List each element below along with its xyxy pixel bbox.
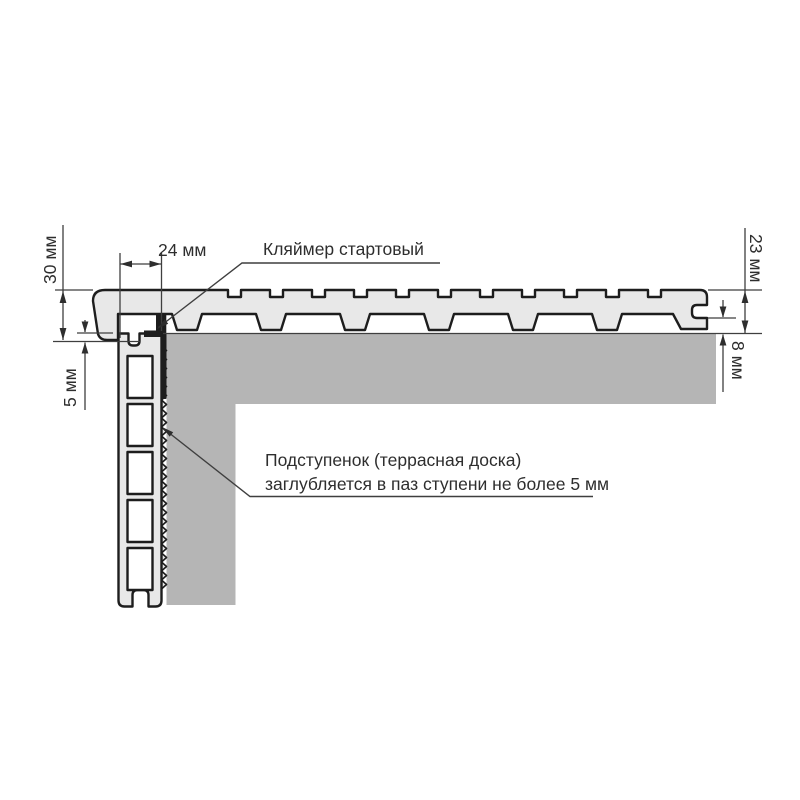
- riser-chamber: [128, 452, 153, 494]
- arrowhead-down: [60, 328, 67, 340]
- dimension-24mm-label: 24 мм: [158, 240, 207, 260]
- arrowhead-up: [720, 335, 727, 346]
- dimension-5mm: [60, 320, 113, 410]
- dimension-30mm: [40, 225, 140, 342]
- dimension-30mm-label: 30 мм: [40, 235, 60, 284]
- riser-board: [119, 334, 167, 607]
- clip-callout-label: Кляймер стартовый: [263, 239, 424, 259]
- riser-chamber: [128, 404, 153, 446]
- riser-chamber: [128, 500, 153, 542]
- arrowhead-left: [121, 261, 133, 268]
- arrowhead-up: [82, 343, 89, 354]
- arrowhead-right: [150, 261, 162, 268]
- riser-note-line1: Подступенок (террасная доска): [265, 450, 522, 470]
- step-board-profile: [93, 290, 707, 340]
- arrowhead-up: [742, 291, 749, 303]
- riser-chamber: [128, 548, 153, 590]
- dimension-5mm-label: 5 мм: [60, 368, 80, 407]
- riser-chamber: [128, 356, 153, 398]
- dimension-23mm-label: 23 мм: [746, 234, 766, 283]
- arrowhead-down: [720, 307, 727, 318]
- riser-note-line2: заглубляется в паз ступени не более 5 мм: [265, 474, 610, 494]
- arrowhead-up: [60, 291, 67, 303]
- arrowhead-down: [82, 322, 89, 333]
- starter-clip-leg: [161, 333, 167, 399]
- arrowhead-down: [742, 321, 749, 333]
- dimension-8mm-label: 8 мм: [728, 341, 748, 380]
